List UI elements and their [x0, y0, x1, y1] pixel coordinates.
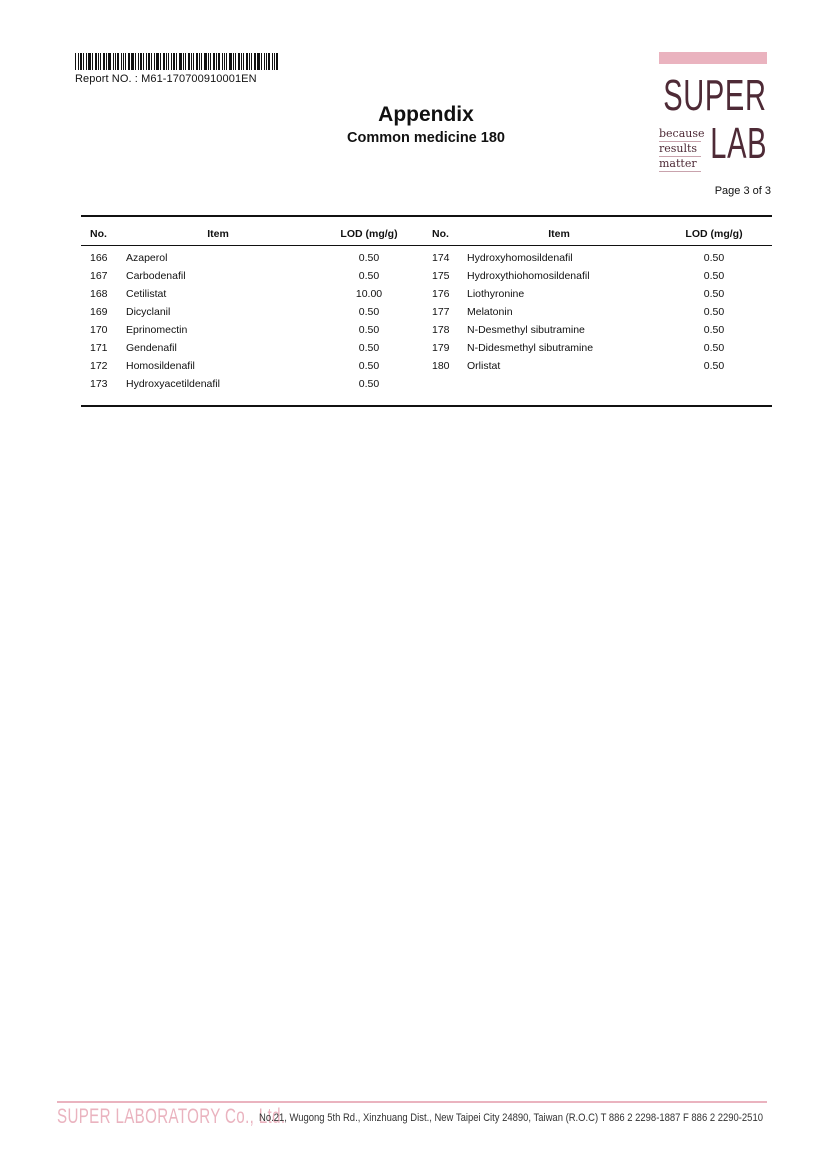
cell-lod-right: 0.50 — [703, 342, 725, 354]
cell-no-left: 170 — [90, 324, 108, 336]
page-title: Appendix — [378, 103, 474, 126]
cell-lod-left: 0.50 — [358, 360, 380, 372]
lod-table — [81, 215, 772, 407]
cell-lod-right: 0.50 — [703, 288, 725, 300]
cell-lod-right: 0.50 — [703, 324, 725, 336]
cell-no-left: 173 — [90, 378, 108, 390]
table-row — [81, 303, 772, 321]
cell-no-left: 166 — [90, 252, 108, 264]
cell-item-right: Hydroxythiohomosildenafil — [467, 270, 590, 282]
cell-no-right: 180 — [432, 360, 450, 372]
header-no-right: No. — [432, 228, 449, 240]
header-item-right: Item — [548, 228, 570, 240]
cell-no-right: 179 — [432, 342, 450, 354]
cell-item-left: Eprinomectin — [126, 324, 188, 336]
table-row — [81, 321, 772, 339]
cell-item-right: N-Desmethyl sibutramine — [467, 324, 585, 336]
table-row — [81, 285, 772, 303]
table-body — [81, 246, 772, 393]
cell-lod-left: 0.50 — [358, 270, 380, 282]
cell-lod-right: 0.50 — [703, 270, 725, 282]
logo-super-text: SUPER — [663, 71, 767, 120]
cell-item-right: Liothyronine — [467, 288, 525, 300]
cell-no-left: 167 — [90, 270, 108, 282]
table-row — [81, 267, 772, 285]
header-item-left: Item — [207, 228, 229, 240]
cell-lod-right: 0.50 — [703, 252, 725, 264]
footer — [57, 1105, 763, 1129]
cell-lod-right: 0.50 — [703, 306, 725, 318]
cell-no-right: 178 — [432, 324, 450, 336]
cell-lod-left: 0.50 — [358, 306, 380, 318]
cell-no-right: 174 — [432, 252, 450, 264]
superlab-logo — [655, 52, 767, 172]
cell-lod-left: 0.50 — [358, 378, 380, 390]
cell-lod-left: 0.50 — [358, 252, 380, 264]
logo-tagline-3: matter — [659, 157, 701, 172]
cell-lod-right: 0.50 — [703, 360, 725, 372]
cell-item-left: Carbodenafil — [126, 270, 186, 282]
barcode — [75, 53, 283, 70]
cell-item-left: Cetilistat — [126, 288, 167, 300]
cell-no-left: 169 — [90, 306, 108, 318]
logo-tagline — [659, 127, 705, 172]
header-no-left: No. — [90, 228, 107, 240]
table-row — [81, 339, 772, 357]
cell-item-left: Dicyclanil — [126, 306, 171, 318]
table-header — [81, 217, 772, 246]
table-row — [81, 375, 772, 393]
cell-item-right: Melatonin — [467, 306, 513, 318]
cell-no-right: 177 — [432, 306, 450, 318]
logo-tagline-1: because — [659, 127, 705, 140]
cell-lod-left: 10.00 — [355, 288, 383, 300]
table-row — [81, 357, 772, 375]
logo-tagline-2: results — [659, 142, 701, 157]
cell-lod-left: 0.50 — [358, 342, 380, 354]
cell-item-left: Homosildenafil — [126, 360, 195, 372]
cell-item-right: Orlistat — [467, 360, 501, 372]
logo-lab-text: LAB — [710, 119, 767, 168]
cell-item-left: Hydroxyacetildenafil — [126, 378, 220, 390]
page-subtitle: Common medicine 180 — [347, 130, 505, 146]
cell-item-right: Hydroxyhomosildenafil — [467, 252, 573, 264]
cell-no-left: 172 — [90, 360, 108, 372]
cell-item-left: Gendenafil — [126, 342, 177, 354]
table-row — [81, 249, 772, 267]
header-lod-left: LOD (mg/g) — [340, 228, 398, 240]
logo-accent-bar — [659, 52, 767, 64]
cell-item-left: Azaperol — [126, 252, 168, 264]
footer-address: No.21, Wugong 5th Rd., Xinzhuang Dist., New Taipei City 24890, Taiwan (R.O.C) T 886 2 2298-1887 F 886 2 2290-2510 — [259, 1112, 763, 1124]
cell-no-right: 175 — [432, 270, 450, 282]
footer-divider — [57, 1101, 767, 1103]
footer-company: SUPER LABORATORY Co., Ltd. — [57, 1105, 286, 1128]
cell-no-left: 171 — [90, 342, 108, 354]
cell-item-right: N-Didesmethyl sibutramine — [467, 342, 594, 354]
page-number: Page 3 of 3 — [714, 185, 771, 197]
cell-no-left: 168 — [90, 288, 108, 300]
report-number: Report NO. : M61-170700910001EN — [75, 73, 257, 85]
header-lod-right: LOD (mg/g) — [685, 228, 743, 240]
cell-lod-left: 0.50 — [358, 324, 380, 336]
cell-no-right: 176 — [432, 288, 450, 300]
